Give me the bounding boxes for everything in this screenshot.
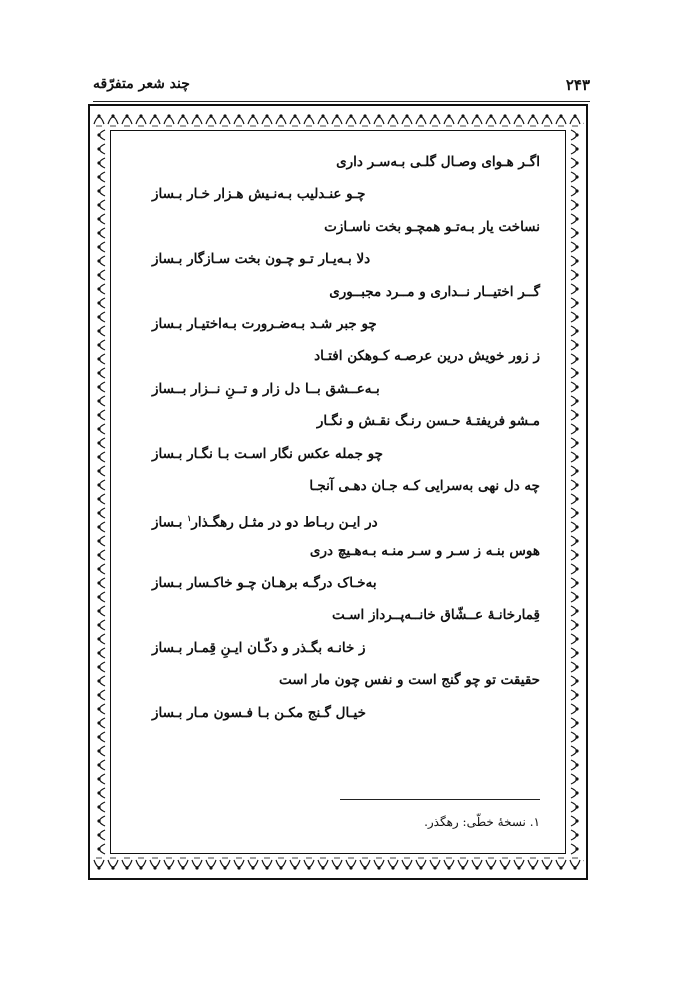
footnote-rule: [340, 799, 540, 800]
page-header: [93, 76, 590, 100]
verse-line: ز خانـه بگـذر و دکّـان ایـنِ قِمـار بـساز: [152, 639, 366, 656]
verse-line: هوس بنـه ز سـر و سـر منـه بـه‌هـیچ دری: [309, 542, 540, 559]
verse-line: چو جبر شـد بـه‌ضـرورت بـه‌اختیـار بـساز: [152, 315, 377, 332]
verse-line: به‌خـاک درگـه برهـان چـو خاکـسار بـساز: [152, 575, 377, 592]
verse-line: دلا بـه‌یـار تـو چـون بخت سـازگار بـساز: [152, 251, 371, 268]
verse-line: ز زور خویش درین عرصـه کـوهکن افتـاد: [314, 348, 540, 365]
verse-line: نساخت یار بـه‌تـو همچـو بخت ناسـازت: [324, 218, 540, 235]
verse-line-with-footnote: [130, 506, 540, 538]
verse-line: قِمارخانـهٔ عــشّاق خانــه‌پــرداز اسـت: [331, 607, 540, 624]
footnote-number: ۱.: [529, 815, 540, 829]
verse-line: چه دل نهی به‌سرایی کـه جـان دهـی آنجـا: [309, 477, 540, 494]
footnote-text: نسخهٔ خطّی: رهگذر.: [424, 815, 526, 829]
verse-line: گــر اختیــار نــداری و مــرد مجبــوری: [329, 283, 540, 300]
verse-line: اگـر هـوای وصـال گلـی بـه‌سـر داری: [336, 154, 540, 170]
page-number: ۲۴۳: [565, 76, 590, 94]
verse-text: در ایـن ربـاط دو در مثـل رهگـذار: [191, 514, 378, 531]
verse-line: چو جمله عکس نگار اسـت بـا نگـار بـساز: [152, 445, 383, 462]
running-title: چند شعر متفرّقه: [93, 76, 190, 92]
verse-line: حقیقت تو چو گنج است و نفس چون مار است: [279, 672, 540, 689]
verse-line: خیـال گـنج مکـن بـا فـسون مـار بـساز: [152, 704, 366, 721]
header-rule: [93, 101, 590, 102]
footnote: [424, 815, 540, 829]
verse-line: بـه‌عــشق بــا دل زار و تــنِ نــزار بــساز: [152, 380, 380, 397]
verse-line: مـشو فریفتـهٔ حـسن رنـگ نقـش و نگـار: [316, 413, 540, 430]
verse-line: چـو عنـدلیب بـه‌نـیش هـزار خـار بـساز: [152, 186, 366, 203]
poem-body: [130, 150, 540, 733]
footnote-marker: ۱: [187, 513, 192, 524]
verse-text-tail: بـساز: [152, 514, 188, 531]
